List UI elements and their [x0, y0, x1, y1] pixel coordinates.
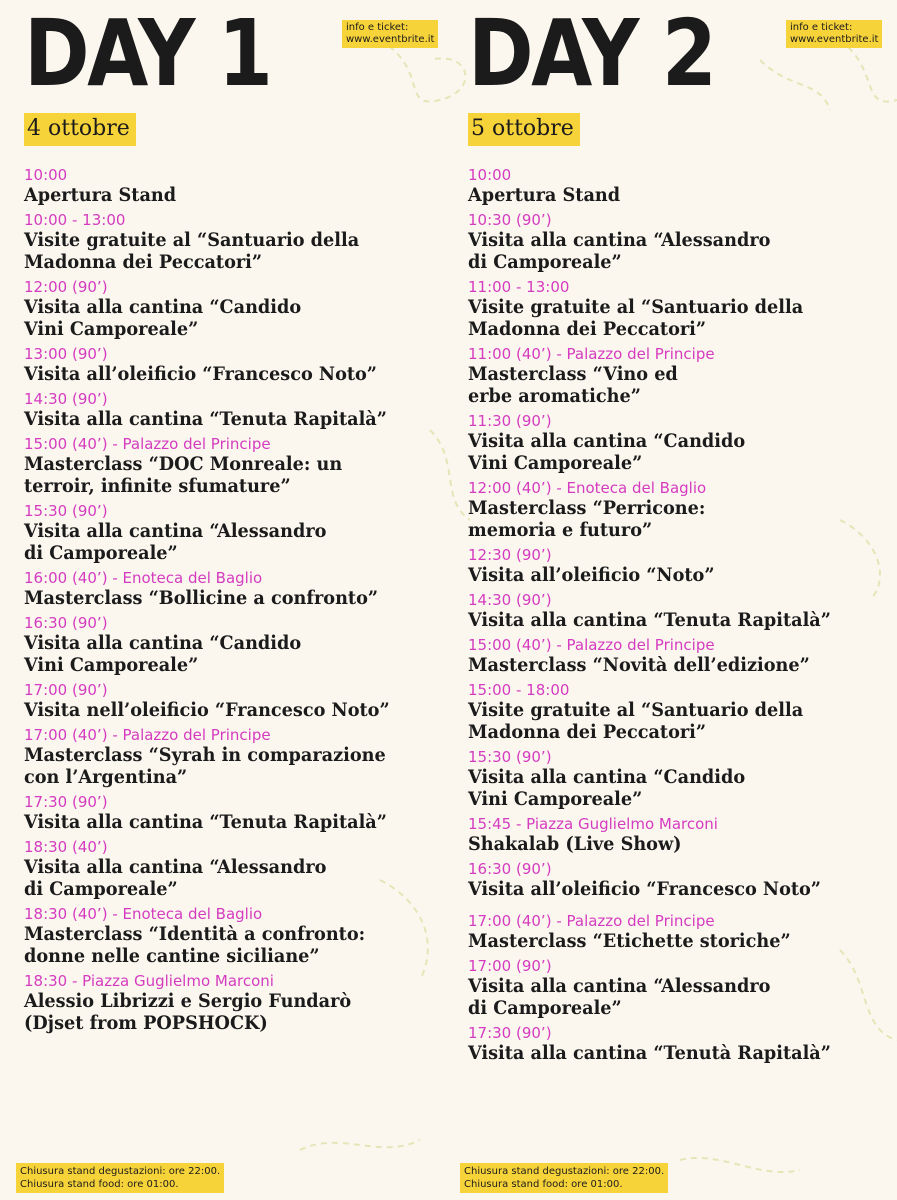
- event-title: Visite gratuite al “Santuario della Madonna dei Peccatori”: [24, 229, 360, 273]
- event-time: 13:00 (90’): [24, 345, 108, 363]
- event-title: Visita alla cantina “Tenuta Rapitalà”: [24, 811, 387, 833]
- event-time: 14:30 (90’): [468, 591, 552, 609]
- event-item: [468, 345, 897, 407]
- event-item: [24, 435, 464, 497]
- event-title: Masterclass “Vino ed erbe aromatiche”: [468, 363, 678, 407]
- event-time: 10:00 - 13:00: [24, 211, 126, 229]
- event-title: Masterclass “Novità dell’edizione”: [468, 654, 810, 676]
- event-time: 15:00 (40’) - Palazzo del Principe: [468, 636, 715, 654]
- event-time: 17:00 (40’) - Palazzo del Principe: [468, 912, 715, 930]
- event-item: [24, 726, 464, 788]
- event-item: [468, 166, 897, 206]
- event-item: [468, 860, 897, 900]
- event-title: Visita alla cantina “Candido Vini Camporeale”: [468, 430, 746, 474]
- event-item: [24, 569, 464, 609]
- event-time: 15:45 - Piazza Guglielmo Marconi: [468, 815, 718, 833]
- event-item: [468, 912, 897, 952]
- event-item: [24, 838, 464, 900]
- event-time: 17:00 (40’) - Palazzo del Principe: [24, 726, 271, 744]
- event-item: [468, 748, 897, 810]
- event-time: 16:30 (90’): [24, 614, 108, 632]
- event-item: [24, 345, 464, 385]
- event-item: [468, 278, 897, 340]
- event-item: [24, 905, 464, 967]
- event-item: [24, 502, 464, 564]
- event-item: [24, 211, 464, 273]
- event-title: Visita alla cantina “Candido Vini Camporeale”: [24, 632, 302, 676]
- event-time: 15:00 (40’) - Palazzo del Principe: [24, 435, 271, 453]
- day2-title: DAY 2: [468, 0, 715, 107]
- event-item: [468, 546, 897, 586]
- event-item: [468, 412, 897, 474]
- event-title: Visita alla cantina “Tenuta Rapitalà”: [24, 408, 387, 430]
- event-time: 15:30 (90’): [24, 502, 108, 520]
- event-title: Visita nell’oleificio “Francesco Noto”: [24, 699, 390, 721]
- event-title: Visita alla cantina “Alessandro di Camporeale”: [468, 975, 771, 1019]
- event-title: Visita alla cantina “Tenuta Rapitalà”: [468, 609, 831, 631]
- day2-event-list: [468, 166, 897, 1069]
- event-time: 15:00 - 18:00: [468, 681, 570, 699]
- event-time: 17:00 (90’): [468, 957, 552, 975]
- day2-closing-note: Chiusura stand degustazioni: ore 22:00. Chiusura stand food: ore 01:00.: [460, 1163, 668, 1193]
- event-item: [24, 972, 464, 1034]
- event-time: 16:00 (40’) - Enoteca del Baglio: [24, 569, 263, 587]
- event-time: 18:30 (40’) - Enoteca del Baglio: [24, 905, 263, 923]
- event-title: Visite gratuite al “Santuario della Madonna dei Peccatori”: [468, 296, 804, 340]
- event-title: Masterclass “Perricone: memoria e futuro”: [468, 497, 706, 541]
- event-time: 15:30 (90’): [468, 748, 552, 766]
- day1-info-badge: info e ticket: www.eventbrite.it: [342, 20, 438, 48]
- event-time: 12:00 (90’): [24, 278, 108, 296]
- event-title: Visita alla cantina “Candido Vini Camporeale”: [24, 296, 302, 340]
- day1-title: DAY 1: [24, 0, 271, 107]
- event-item: [468, 957, 897, 1019]
- event-time: 18:30 - Piazza Guglielmo Marconi: [24, 972, 274, 990]
- event-time: 18:30 (40’): [24, 838, 108, 856]
- event-item: [468, 211, 897, 273]
- event-item: [24, 278, 464, 340]
- day1-event-list: [24, 166, 464, 1039]
- day1-date-badge: 4 ottobre: [24, 113, 136, 146]
- event-title: Apertura Stand: [468, 184, 621, 206]
- event-title: Visita alla cantina “Candido Vini Camporeale”: [468, 766, 746, 810]
- event-item: [468, 636, 897, 676]
- event-title: Masterclass “DOC Monreale: un terroir, infinite sfumature”: [24, 453, 343, 497]
- event-time: 17:00 (90’): [24, 681, 108, 699]
- event-item: [468, 591, 897, 631]
- event-title: Shakalab (Live Show): [468, 833, 682, 855]
- event-time: 17:30 (90’): [468, 1024, 552, 1042]
- day1-closing-note: Chiusura stand degustazioni: ore 22:00. Chiusura stand food: ore 01:00.: [16, 1163, 224, 1193]
- event-title: Visita all’oleificio “Noto”: [468, 564, 715, 586]
- event-title: Visita alla cantina “Alessandro di Camporeale”: [24, 856, 327, 900]
- day2-info-badge: info e ticket: www.eventbrite.it: [786, 20, 882, 48]
- event-item: [468, 815, 897, 855]
- event-title: Alessio Librizzi e Sergio Fundarò (Djset from POPSHOCK): [24, 990, 352, 1034]
- event-time: 11:00 (40’) - Palazzo del Principe: [468, 345, 715, 363]
- event-item: [24, 793, 464, 833]
- event-title: Visita alla cantina “Alessandro di Camporeale”: [468, 229, 771, 273]
- event-item: [468, 681, 897, 743]
- event-title: Visita all’oleificio “Francesco Noto”: [24, 363, 377, 385]
- event-time: 10:00: [24, 166, 68, 184]
- event-title: Visite gratuite al “Santuario della Madonna dei Peccatori”: [468, 699, 804, 743]
- day2-date-badge: 5 ottobre: [468, 113, 580, 146]
- event-time: 12:00 (40’) - Enoteca del Baglio: [468, 479, 707, 497]
- event-time: 11:30 (90’): [468, 412, 552, 430]
- event-time: 17:30 (90’): [24, 793, 108, 811]
- event-time: 10:30 (90’): [468, 211, 552, 229]
- event-time: 12:30 (90’): [468, 546, 552, 564]
- event-title: Visita alla cantina “Tenutà Rapitalà”: [468, 1042, 831, 1064]
- event-item: [468, 1024, 897, 1064]
- event-time: 11:00 - 13:00: [468, 278, 570, 296]
- event-item: [24, 390, 464, 430]
- event-time: 10:00: [468, 166, 512, 184]
- event-item: [24, 166, 464, 206]
- event-time: 14:30 (90’): [24, 390, 108, 408]
- event-title: Masterclass “Identità a confronto: donne nelle cantine siciliane”: [24, 923, 366, 967]
- event-time: 16:30 (90’): [468, 860, 552, 878]
- event-title: Masterclass “Bollicine a confronto”: [24, 587, 379, 609]
- event-item: [24, 614, 464, 676]
- event-title: Visita all’oleificio “Francesco Noto”: [468, 878, 821, 900]
- event-title: Masterclass “Etichette storiche”: [468, 930, 791, 952]
- event-title: Masterclass “Syrah in comparazione con l’Argentina”: [24, 744, 386, 788]
- event-item: [24, 681, 464, 721]
- event-title: Apertura Stand: [24, 184, 177, 206]
- event-title: Visita alla cantina “Alessandro di Camporeale”: [24, 520, 327, 564]
- event-item: [468, 479, 897, 541]
